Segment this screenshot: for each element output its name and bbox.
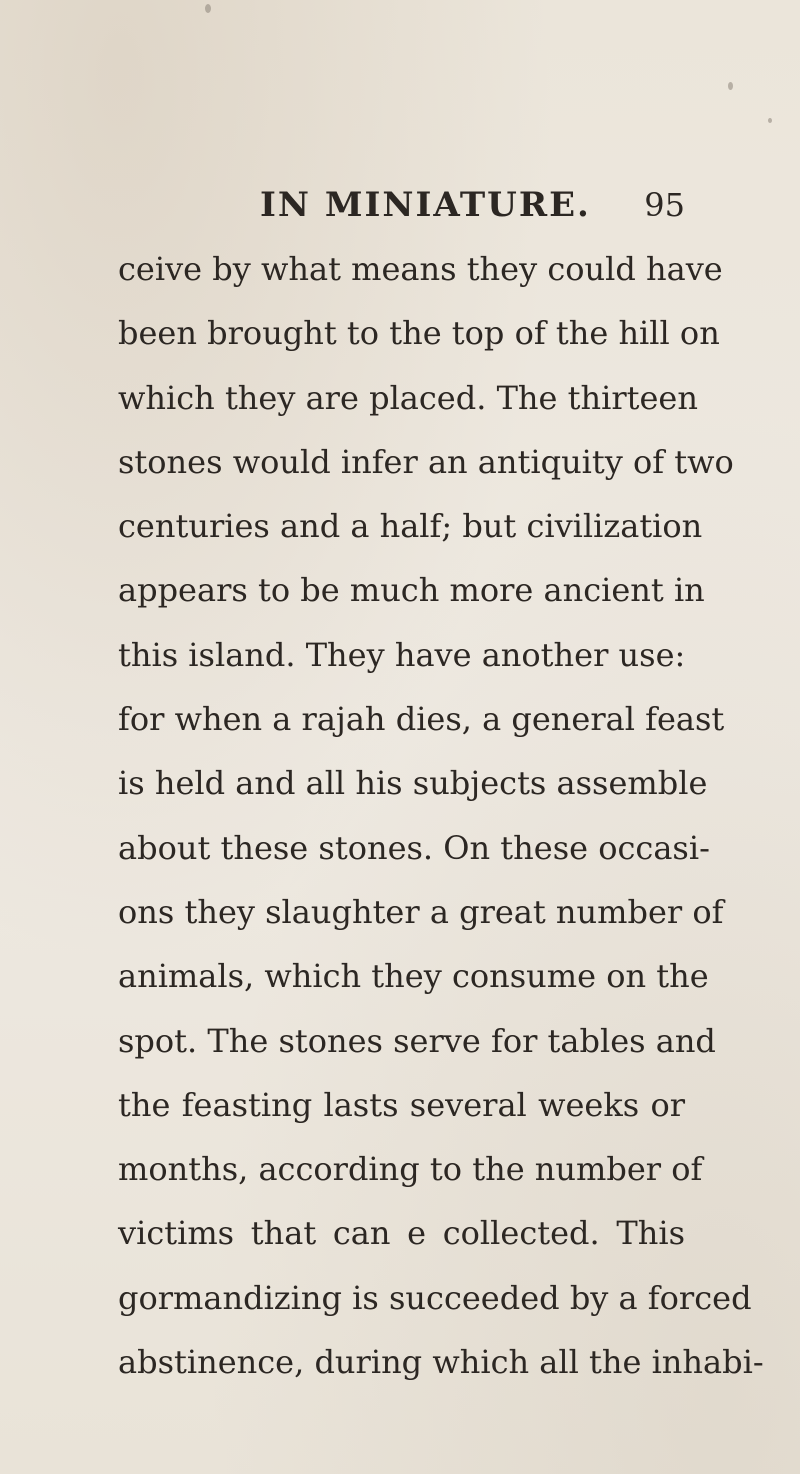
text-line: abstinence, during which all the inhabi- xyxy=(118,1343,764,1382)
text-line: the feasting lasts several weeks or xyxy=(118,1085,685,1124)
text-line: which they are placed. The thirteen xyxy=(118,378,698,417)
paper-speck xyxy=(728,82,733,90)
text-line: ons they slaughter a great number of xyxy=(118,892,724,931)
text-line: is held and all his subjects assemble xyxy=(118,764,708,803)
text-line: appears to be much more ancient in xyxy=(118,571,705,610)
text-line: for when a rajah dies, a general feast xyxy=(118,700,725,739)
text-line: about these stones. On these occasi- xyxy=(118,828,710,867)
text-line: centuries and a half; but civilization xyxy=(118,507,703,546)
page-number: 95 xyxy=(644,186,685,224)
text-line: stones would infer an antiquity of two xyxy=(118,442,734,481)
text-line: gormandizing is succeeded by a forced xyxy=(118,1278,752,1317)
paper-speck xyxy=(768,118,772,123)
running-head: IN MINIATURE. xyxy=(260,185,591,225)
page-header xyxy=(0,183,800,233)
text-line: ceive by what means they could have xyxy=(118,250,723,288)
text-line: months, according to the number of xyxy=(118,1150,703,1189)
paper-speck xyxy=(205,4,211,13)
body-text xyxy=(118,237,764,1394)
text-line: been brought to the top of the hill on xyxy=(118,314,720,353)
text-line: this island. They have another use: xyxy=(118,635,686,674)
text-line: animals, which they consume on the xyxy=(118,957,709,996)
text-line: spot. The stones serve for tables and xyxy=(118,1021,716,1060)
text-line: victims that can e collected. This xyxy=(118,1214,685,1253)
